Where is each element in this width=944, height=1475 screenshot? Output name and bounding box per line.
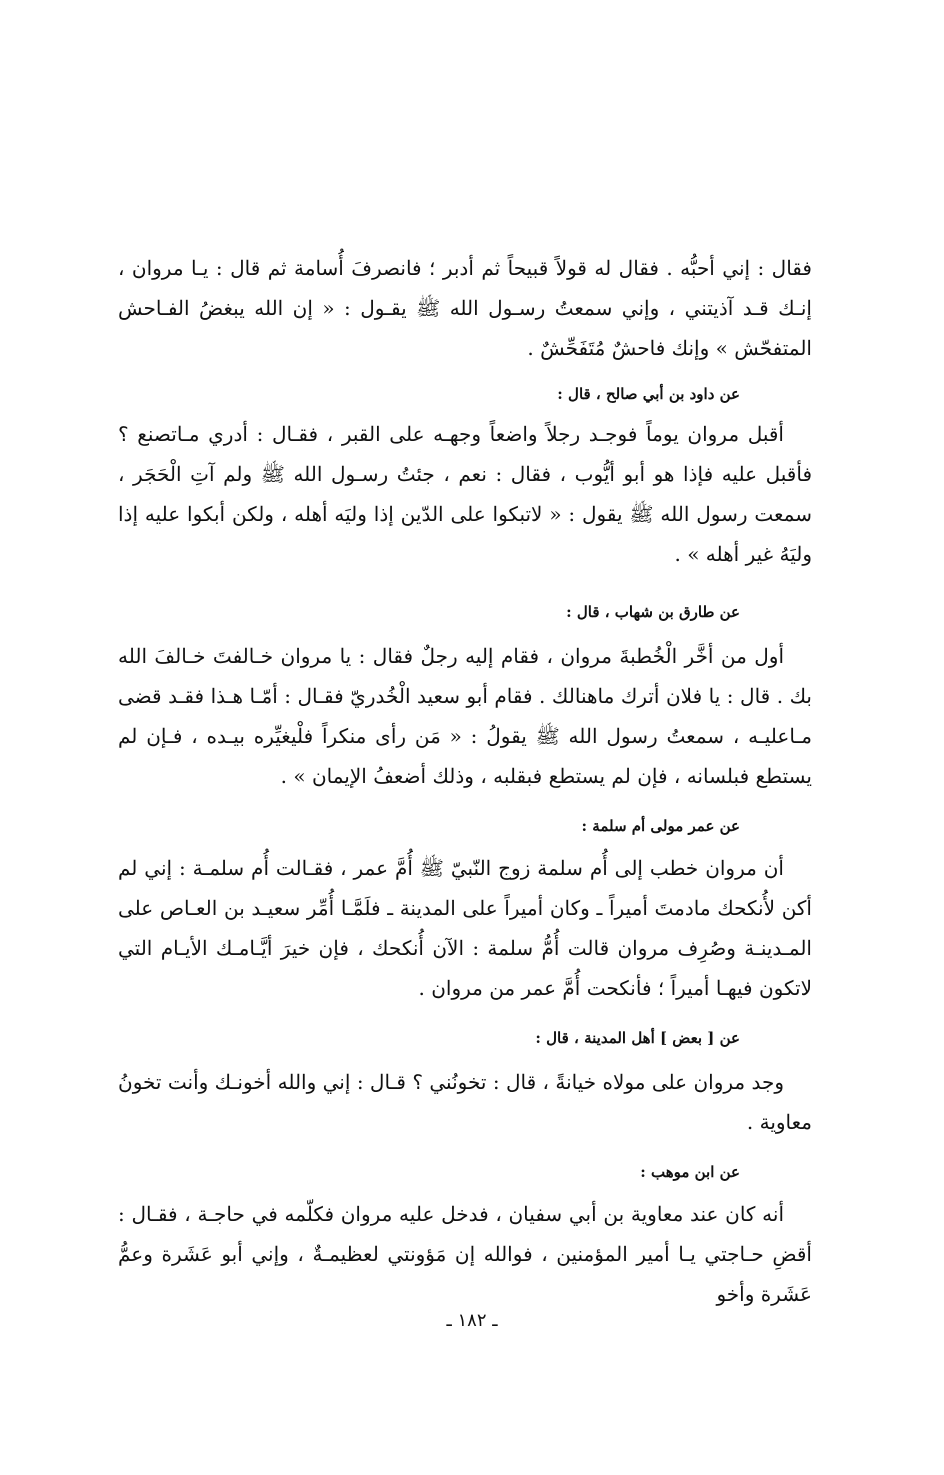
paragraph-2: أقبل مروان يوماً فوجـد رجلاً واضعاً وجهـه على القبر ، فقـال : أدري مـاتصنع ؟ فأقبل عليه فإذا هو أبو أيُّوب ، فقال : نعم ، جئتُ رسـول الله ﷺ ولم آتِ الْحَجَر ، سمعت رسول الله ﷺ يقول : « لاتبكوا على الدّين إذا وليَه أهله ، ولكن أبكوا عليه إذا وليَهُ غير أهله » . (118, 422, 812, 566)
paragraph-1: فقال : إني أحبُّه . فقال له قولاً قبيحاً ثم أدبر ؛ فانصرفَ أُسامة ثم قال : يـا مروان ، إنـك قـد آذيتني ، وإني سمعتُ رسـول الله ﷺ يقـول : « إن الله يبغضُ الفـاحش المتفحّش » وإنك فاحشٌ مُتَفَحِّشٌ . (118, 256, 812, 360)
section-4 (118, 814, 812, 1008)
narrator-heading-1: عن داود بن أبي صالح ، قال : (557, 385, 740, 403)
narrator-heading-3: عن عمر مولى أم سلمة : (581, 817, 740, 835)
section-3 (118, 600, 812, 796)
page-number: ـ ١٨٢ ـ (446, 1310, 498, 1331)
paragraph-4: أن مروان خطب إلى أُم سلمة زوج النّبيّ ﷺ أُمَّ عمر ، فقـالت أُم سلمـة : إني لم أكن لأُنكحك مادمتَ أميراً ـ وكان أميراً على المدينة ـ فلَمَّـا أُمِّر سعيـد بن العـاص على المـدينـة وصُرِف مروان قالت أُمُّ سلمة : الآن أُنكحك ، فإن خيرَ أيَّـامـك الأيـام التي لاتكون فيهـا أميراً ؛ فأنكحت أُمَّ عمر من مروان . (118, 856, 812, 1000)
section-1 (118, 248, 812, 368)
narrator-heading-2: عن طارق بن شهاب ، قال : (566, 603, 740, 621)
section-2 (118, 382, 812, 574)
paragraph-5: وجد مروان على مولاه خيانةً ، قال : تخونُني ؟ قـال : إني والله أخونـك وأنت تخونُ معاوية . (118, 1070, 812, 1134)
paragraph-3: أول من أخَّر الْخُطبةَ مروان ، فقام إليه رجلٌ فقال : يا مروان خـالفتَ خـالفَ الله بك . قال : يا فلان أترك ماهنالك . فقام أبو سعيد الْخُدريّ فقـال : أمّـا هـذا فقـد قضى مـاعليـه ، سمعتُ رسول الله ﷺ يقولُ : « مَن رأى منكراً فلْيغيِّره بيـده ، فـإن لم يستطع فبلسانه ، فإن لم يستطع فبقلبه ، وذلك أضعفُ الإيمان » . (118, 644, 812, 788)
narrator-heading-5: عن ابن موهب : (640, 1163, 740, 1181)
paragraph-6: أنه كان عند معاوية بن أبي سفيان ، فدخل عليه مروان فكلّمه في حاجـة ، فقـال : أقضِ حـاجتي يـا أمير المؤمنين ، فوالله إن مَؤونتي لعظيمـةٌ ، وإني أبو عَشَرة وعمُّ عَشَرة وأخو (118, 1202, 812, 1306)
section-6 (118, 1160, 812, 1314)
section-5 (118, 1026, 812, 1142)
narrator-heading-4: عن [ بعض ] أهل المدينة ، قال : (535, 1029, 740, 1047)
